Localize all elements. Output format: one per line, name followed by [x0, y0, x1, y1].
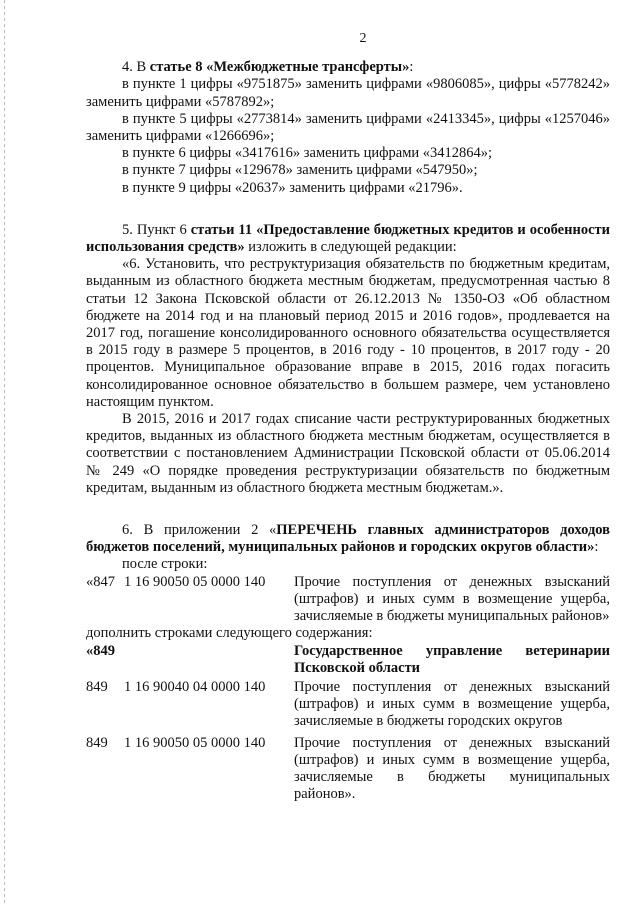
document-body [86, 30, 610, 803]
section-6-title: ПЕРЕЧЕНЬ главных администраторов доходов бюджетов поселений, муниципальных районов и городских округов области» [86, 522, 610, 556]
table-row [86, 679, 610, 731]
revenue-code: 1 16 90050 05 0000 140 [124, 573, 266, 590]
revenue-code: 1 16 90050 05 0000 140 [124, 734, 266, 751]
add-rows-label: дополнить строками следующего содержания: [86, 625, 373, 642]
section-5-title: статьи 11 «Предоставление бюджетных кредитов и особенности использования средств» [86, 221, 610, 256]
section-4-item: в пункте 5 цифры «2773814» заменить цифрами «2413345», цифры «1257046» заменить цифрами «1266696»; [86, 110, 610, 145]
revenue-name: Прочие поступления от денежных взысканий (штрафов) и иных сумм в возмещение ущерба, зачисляемые в бюджеты муниципальных районов». [294, 734, 610, 803]
section-6-prefix: 6. В приложении 2 « [122, 522, 277, 539]
section-6-heading [86, 522, 610, 556]
page-number: 2 [359, 31, 367, 46]
section-4-prefix: 4. В [122, 59, 150, 76]
revenue-code [124, 643, 294, 677]
admin-code: «849 [86, 642, 115, 659]
revenue-code: 1 16 90040 04 0000 140 [124, 678, 266, 695]
admin-code: 849 [86, 734, 108, 751]
admin-code: 849 [86, 678, 108, 695]
section-5-suffix: изложить в следующей редакции: [244, 239, 457, 256]
table-row [86, 574, 610, 626]
section-4-item: в пункте 7 цифры «129678» заменить цифрами «547950»; [122, 162, 478, 179]
section-5-paragraph: «6. Установить, что реструктуризация обязательств по бюджетным кредитам, выданным из областного бюджета местным бюджетам, предусмотренная частью 8 статьи 12 Закона Псковской области от 26.12.2013 № 1350-ОЗ «Об областном бюджете на 2014 год и на плановый период 2015 и 2016 годов», продлевается на 2017 год, погашение консолидированного основного обязательства осуществляется в 2015 году в размере 5 процентов, в 2016 году - 10 процентов, в 2017 году - 20 процентов. Муниципальное образование вправе в 2015, 2016 годах погасить консолидированное основное обязательство в большем размере, чем установлено настоящим пунктом. [86, 256, 610, 410]
section-5-paragraph: В 2015, 2016 и 2017 годах списание части реструктурированных бюджетных кредитов, выданных из областного бюджета местным бюджетам, осуществляется в соответствии с постановлением Администрации Псковской области от 05.06.2014 № 249 «О порядке проведения реструктуризации обязательств по бюджетным кредитам, выданным из областного бюджета местным бюджетам.». [86, 411, 610, 496]
section-4-item: в пункте 9 цифры «20637» заменить цифрами «21796». [122, 179, 463, 196]
administrator-name: Государственное управление ветеринарии Псковской области [294, 642, 610, 676]
section-4-item: в пункте 1 цифры «9751875» заменить цифрами «9806085», цифры «5778242» заменить цифрами «5787892»; [86, 76, 610, 110]
section-4-title: статье 8 «Межбюджетные трансферты» [149, 59, 410, 76]
table-row [86, 735, 610, 804]
revenue-name: Прочие поступления от денежных взысканий (штрафов) и иных сумм в возмещение ущерба, зачисляемые в бюджеты муниципальных районов» [294, 573, 610, 625]
section-4-item: в пункте 6 цифры «3417616» заменить цифрами «3412864»; [122, 145, 493, 162]
section-6-suffix: : [594, 539, 599, 556]
admin-code: «847 [86, 573, 115, 590]
page-edge [4, 0, 5, 905]
after-row-label: после строки: [122, 556, 208, 573]
revenue-name: Прочие поступления от денежных взысканий (штрафов) и иных сумм в возмещение ущерба, зачисляемые в бюджеты городских округов [294, 678, 610, 730]
section-4-suffix: : [409, 59, 414, 76]
table-row [86, 643, 610, 677]
section-4-heading [86, 59, 610, 76]
section-5-prefix: 5. Пункт 6 [122, 221, 191, 238]
section-5-heading [86, 222, 610, 256]
